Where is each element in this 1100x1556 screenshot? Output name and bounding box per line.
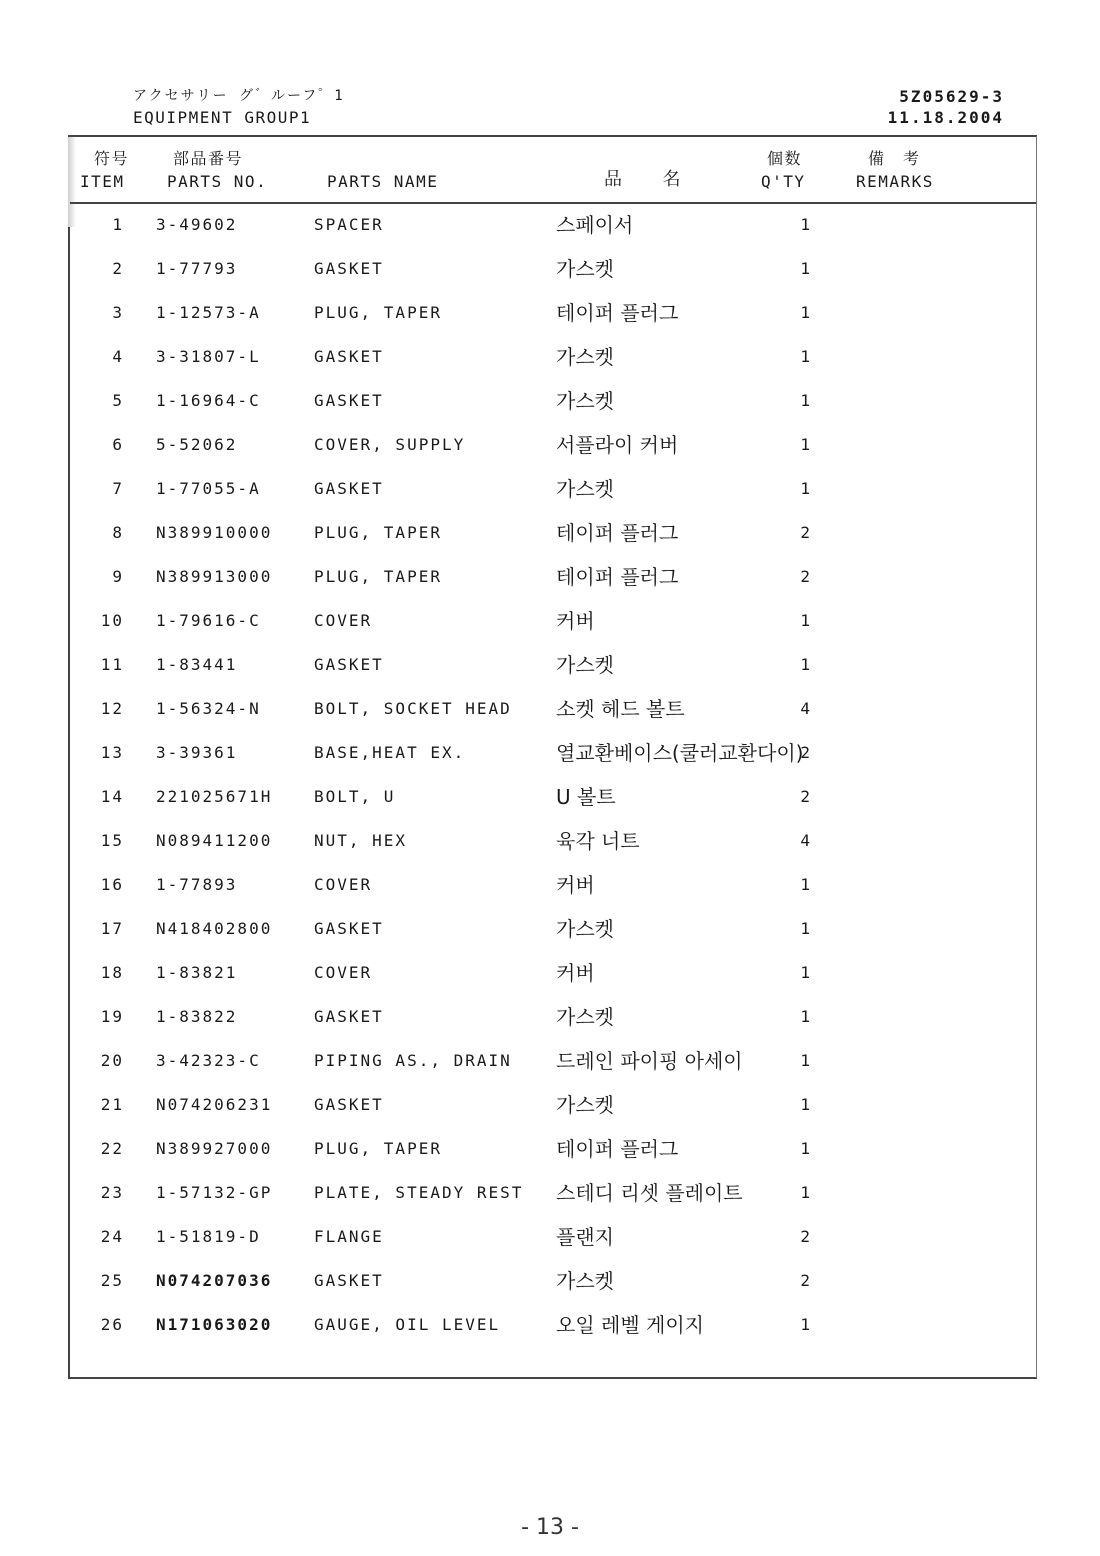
col-item-en: ITEM: [80, 172, 125, 191]
part-name-kr: 가스켓: [556, 389, 614, 413]
item-number: 20: [100, 1051, 124, 1070]
quantity: 2: [800, 787, 812, 806]
part-name: FLANGE: [314, 1227, 384, 1246]
item-number: 6: [112, 435, 124, 454]
part-name-kr: 서플라이 커버: [556, 433, 679, 457]
part-name: GAUGE, OIL LEVEL: [314, 1315, 501, 1334]
part-number: 1-83441: [156, 655, 238, 674]
part-name: PLUG, TAPER: [314, 1139, 442, 1158]
quantity: 1: [800, 1051, 812, 1070]
item-number: 22: [100, 1139, 124, 1158]
table-row: [70, 254, 1036, 284]
item-number: 8: [112, 523, 124, 542]
part-number: N074206231: [156, 1095, 273, 1114]
part-name: PLUG, TAPER: [314, 523, 442, 542]
part-name-kr: 커버: [556, 609, 595, 633]
part-name-kr: 테이퍼 플러그: [556, 1137, 679, 1161]
table-row: [70, 958, 1036, 988]
part-name: PLUG, TAPER: [314, 567, 442, 586]
col-parts-name: PARTS NAME: [327, 172, 439, 191]
part-name: GASKET: [314, 259, 384, 278]
quantity: 1: [800, 391, 812, 410]
part-name: BOLT, SOCKET HEAD: [314, 699, 512, 718]
quantity: 2: [800, 523, 812, 542]
table-row: [70, 1002, 1036, 1032]
table-row: [70, 694, 1036, 724]
quantity: 2: [800, 743, 812, 762]
table-row: [70, 210, 1036, 240]
quantity: 2: [800, 1227, 812, 1246]
col-remarks-jp: 備 考: [868, 149, 921, 168]
quantity: 4: [800, 699, 812, 718]
quantity: 4: [800, 831, 812, 850]
part-name-kr: 가스켓: [556, 653, 614, 677]
item-number: 16: [100, 875, 124, 894]
part-name: GASKET: [314, 1271, 384, 1290]
col-qty: [761, 147, 806, 193]
col-parts-no-jp: 部品番号: [173, 149, 244, 168]
quantity: 1: [800, 919, 812, 938]
item-number: 5: [112, 391, 124, 410]
part-name-kr: 가스켓: [556, 917, 614, 941]
part-number: N389910000: [156, 523, 273, 542]
table-row: [70, 1266, 1036, 1296]
part-name: GASKET: [314, 347, 384, 366]
parts-table: [68, 135, 1037, 1379]
part-name: PIPING AS., DRAIN: [314, 1051, 512, 1070]
part-name: COVER: [314, 875, 373, 894]
item-number: 17: [100, 919, 124, 938]
part-name: SPACER: [314, 215, 384, 234]
col-parts-no-en: PARTS NO.: [167, 172, 268, 191]
table-row: [70, 1134, 1036, 1164]
part-name-kr: 가스켓: [556, 477, 614, 501]
quantity: 2: [800, 1271, 812, 1290]
table-row: [70, 870, 1036, 900]
document-header-left: [133, 86, 345, 128]
part-name: GASKET: [314, 919, 384, 938]
table-row: [70, 1222, 1036, 1252]
part-number: N171063020: [156, 1315, 273, 1334]
quantity: 1: [800, 875, 812, 894]
table-row: [70, 474, 1036, 504]
part-name-kr: 테이퍼 플러그: [556, 301, 679, 325]
part-name-kr: 가스켓: [556, 1269, 614, 1293]
part-name-kr: 테이퍼 플러그: [556, 521, 679, 545]
item-number: 21: [100, 1095, 124, 1114]
part-number: 3-49602: [156, 215, 238, 234]
item-number: 9: [112, 567, 124, 586]
quantity: 1: [800, 1315, 812, 1334]
part-name: BASE,HEAT EX.: [314, 743, 466, 762]
col-parts-no: [167, 147, 267, 193]
item-number: 13: [100, 743, 124, 762]
part-name-kr: 테이퍼 플러그: [556, 565, 679, 589]
table-row: [70, 562, 1036, 592]
part-name-kr: U 볼트: [556, 785, 616, 809]
quantity: 1: [800, 1095, 812, 1114]
quantity: 1: [800, 611, 812, 630]
item-number: 1: [112, 215, 124, 234]
col-kr-name: 品 名: [604, 169, 682, 190]
item-number: 12: [100, 699, 124, 718]
part-number: 3-42323-C: [156, 1051, 261, 1070]
part-name-kr: 커버: [556, 873, 595, 897]
quantity: 1: [800, 1139, 812, 1158]
item-number: 25: [100, 1271, 124, 1290]
part-number: 1-57132-GP: [156, 1183, 273, 1202]
item-number: 23: [100, 1183, 124, 1202]
part-name: COVER: [314, 611, 373, 630]
quantity: 2: [800, 567, 812, 586]
table-row: [70, 650, 1036, 680]
part-name: GASKET: [314, 391, 384, 410]
part-number: 221025671H: [156, 787, 273, 806]
part-number: N074207036: [156, 1271, 273, 1290]
part-number: 1-16964-C: [156, 391, 261, 410]
table-row: [70, 1178, 1036, 1208]
group-title-en: EQUIPMENT GROUP1: [133, 108, 312, 127]
part-name-kr: 열교환베이스(쿨러교환다이): [556, 741, 804, 765]
document-header-right: [888, 86, 1004, 128]
item-number: 3: [112, 303, 124, 322]
table-row: [70, 782, 1036, 812]
part-name-kr: 가스켓: [556, 257, 614, 281]
col-qty-jp: 個数: [767, 149, 803, 168]
part-number: 1-79616-C: [156, 611, 261, 630]
part-name-kr: 드레인 파이핑 아세이: [556, 1049, 743, 1073]
part-name: NUT, HEX: [314, 831, 408, 850]
part-number: N418402800: [156, 919, 273, 938]
item-number: 26: [100, 1315, 124, 1334]
part-name-kr: 스테디 리셋 플레이트: [556, 1181, 743, 1205]
part-number: 1-56324-N: [156, 699, 261, 718]
quantity: 1: [800, 259, 812, 278]
table-header: [70, 137, 1036, 204]
item-number: 14: [100, 787, 124, 806]
part-number: 3-39361: [156, 743, 238, 762]
table-row: [70, 298, 1036, 328]
table-row: [70, 914, 1036, 944]
part-number: 1-83822: [156, 1007, 238, 1026]
table-row: [70, 826, 1036, 856]
item-number: 15: [100, 831, 124, 850]
part-name-kr: 가스켓: [556, 1093, 614, 1117]
part-name: COVER, SUPPLY: [314, 435, 466, 454]
quantity: 1: [800, 435, 812, 454]
part-name-kr: 커버: [556, 961, 595, 985]
item-number: 11: [100, 655, 124, 674]
part-number: 1-51819-D: [156, 1227, 261, 1246]
table-row: [70, 430, 1036, 460]
col-item: [80, 147, 129, 193]
part-number: 1-77055-A: [156, 479, 261, 498]
quantity: 1: [800, 963, 812, 982]
item-number: 10: [100, 611, 124, 630]
part-name-kr: 가스켓: [556, 1005, 614, 1029]
item-number: 18: [100, 963, 124, 982]
part-name-kr: 오일 레벨 게이지: [556, 1313, 704, 1337]
part-name: PLUG, TAPER: [314, 303, 442, 322]
item-number: 4: [112, 347, 124, 366]
part-number: 3-31807-L: [156, 347, 261, 366]
part-name: GASKET: [314, 479, 384, 498]
table-row: [70, 386, 1036, 416]
part-name: GASKET: [314, 1007, 384, 1026]
group-title-jp: アクセサリー グ゛ルーフ゜1: [133, 88, 345, 104]
document-number: 5Z05629-3: [899, 87, 1004, 106]
col-item-jp: 符号: [94, 149, 130, 168]
part-name: GASKET: [314, 655, 384, 674]
part-name: BOLT, U: [314, 787, 396, 806]
table-row: [70, 606, 1036, 636]
quantity: 1: [800, 655, 812, 674]
table-row: [70, 518, 1036, 548]
quantity: 1: [800, 347, 812, 366]
table-row: [70, 1310, 1036, 1340]
part-number: N389913000: [156, 567, 273, 586]
col-remarks: [856, 147, 934, 193]
table-row: [70, 738, 1036, 768]
part-name: COVER: [314, 963, 373, 982]
item-number: 2: [112, 259, 124, 278]
item-number: 19: [100, 1007, 124, 1026]
part-name: GASKET: [314, 1095, 384, 1114]
part-name-kr: 스페이서: [556, 213, 634, 237]
quantity: 1: [800, 1007, 812, 1026]
col-qty-en: Q'TY: [761, 172, 806, 191]
part-name: PLATE, STEADY REST: [314, 1183, 524, 1202]
part-number: 1-77793: [156, 259, 238, 278]
quantity: 1: [800, 215, 812, 234]
document-date: 11.18.2004: [887, 108, 1004, 127]
table-row: [70, 1090, 1036, 1120]
quantity: 1: [800, 303, 812, 322]
part-number: 1-83821: [156, 963, 238, 982]
part-number: 1-77893: [156, 875, 238, 894]
item-number: 7: [112, 479, 124, 498]
part-number: N089411200: [156, 831, 273, 850]
item-number: 24: [100, 1227, 124, 1246]
table-row: [70, 342, 1036, 372]
part-name-kr: 육각 너트: [556, 829, 640, 853]
col-remarks-en: REMARKS: [856, 172, 934, 191]
table-row: [70, 1046, 1036, 1076]
part-name-kr: 소켓 헤드 볼트: [556, 697, 685, 721]
quantity: 1: [800, 479, 812, 498]
part-name-kr: 플랜지: [556, 1225, 614, 1249]
part-number: N389927000: [156, 1139, 273, 1158]
part-number: 1-12573-A: [156, 303, 261, 322]
page-number: - 13 -: [521, 1515, 579, 1540]
part-name-kr: 가스켓: [556, 345, 614, 369]
part-number: 5-52062: [156, 435, 238, 454]
quantity: 1: [800, 1183, 812, 1202]
